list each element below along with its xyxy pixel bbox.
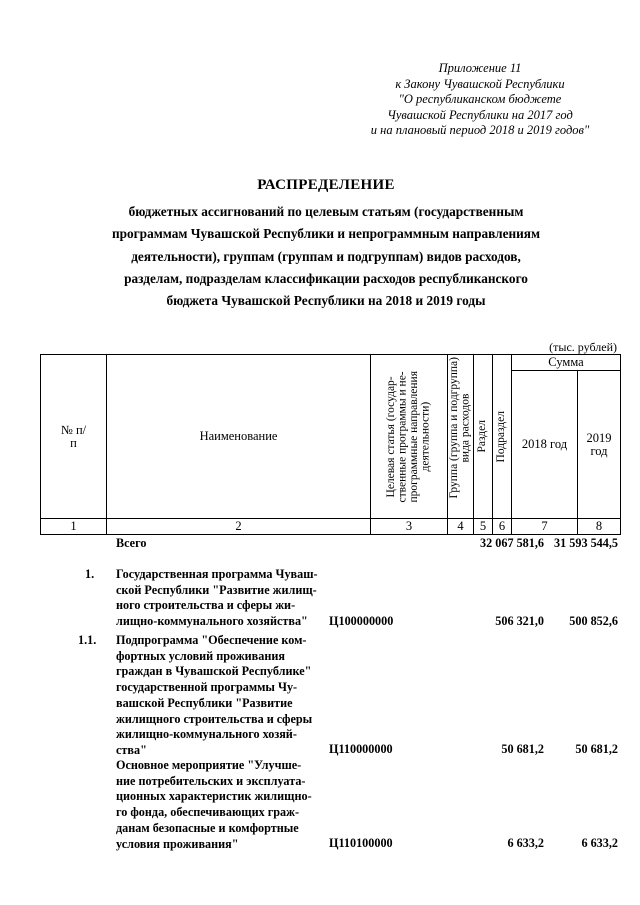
document-subtitle [0, 201, 640, 312]
col-number: 1 [41, 519, 107, 535]
subtitle-line: программам Чувашской Республики и непрограммным направлениям [111, 226, 541, 242]
header-year-2018: 2018 год [512, 371, 578, 519]
row-code: Ц110000000 [329, 742, 393, 756]
annex-line: и на плановый период 2018 и 2019 годов" [370, 123, 590, 138]
subtitle-line: бюджетных ассигнований по целевым статьям (государственным [128, 204, 524, 219]
header-target-article: Целевая статья (государ- ственные программы и не- программные направления деятельности) [371, 355, 448, 519]
subtitle-line: деятельности), группам (группам и подгруппам) видов расходов, [131, 248, 521, 264]
row-code: Ц100000000 [329, 614, 394, 628]
header-subsection: Подраздел [493, 355, 512, 519]
header-name: Наименование [107, 355, 371, 519]
annex-line: Приложение 11 [438, 61, 522, 75]
row-name: Всего [116, 536, 147, 550]
row-value-2018: 6 633,2 [507, 836, 544, 850]
col-number: 7 [512, 519, 578, 535]
col-number: 2 [107, 519, 371, 535]
table-header [40, 354, 621, 535]
row-value-2018: 506 321,0 [495, 614, 544, 628]
row-value-2019: 6 633,2 [581, 836, 618, 850]
row-number: 1.1. [78, 633, 97, 647]
header-year-2019: 2019 год [578, 371, 621, 519]
row-value-2019: 31 593 544,5 [554, 536, 618, 550]
row-name: Основное мероприятие "Улучше- ние потребительских и эксплуата- ционных характеристик жилищно- го фонда, обеспечивающих граж- данам безопасные и комфортные условия проживания" [116, 758, 312, 851]
header-expense-group: Группа (группа и подгруппа) вида расходов [448, 355, 474, 519]
subtitle-line: бюджета Чувашской Республики на 2018 и 2019 годы [166, 293, 486, 309]
row-value-2019: 50 681,2 [575, 742, 618, 756]
annex-line: "О республиканском бюджете [398, 92, 562, 107]
row-number: 1. [85, 567, 95, 581]
row-value-2018: 50 681,2 [501, 742, 544, 756]
annex-block [340, 61, 620, 139]
col-number: 8 [578, 519, 621, 535]
annex-line: к Закону Чувашской Республики [395, 76, 565, 91]
document-title: РАСПРЕДЕЛЕНИЕ [257, 177, 395, 193]
row-value-2018: 32 067 581,6 [480, 536, 544, 550]
col-number: 3 [371, 519, 448, 535]
header-sum: Сумма [512, 355, 621, 371]
header-num: № п/п [41, 355, 107, 519]
row-code: Ц110100000 [329, 836, 393, 850]
col-number: 4 [448, 519, 474, 535]
units-label: (тыс. рублей) [549, 340, 617, 354]
col-number: 6 [493, 519, 512, 535]
row-name: Подпрограмма "Обеспечение ком- фортных условий проживания граждан в Чувашской Республике" государственной программы Чу- вашской Республики "Развитие жилищного строительства и сферы жилищно-коммунального хозяй- ства" [116, 633, 313, 757]
row-value-2019: 500 852,6 [569, 614, 618, 628]
col-number: 5 [474, 519, 493, 535]
row-name: Государственная программа Чуваш- ской Республики "Развитие жилищ- ного строительства и сферы жи- лищно-коммунального хозяйства" [116, 567, 318, 629]
subtitle-line: разделам, подразделам классификации расходов республиканского [124, 270, 528, 286]
annex-line: Чувашской Республики на 2017 год [387, 107, 573, 122]
header-section: Раздел [474, 355, 493, 519]
